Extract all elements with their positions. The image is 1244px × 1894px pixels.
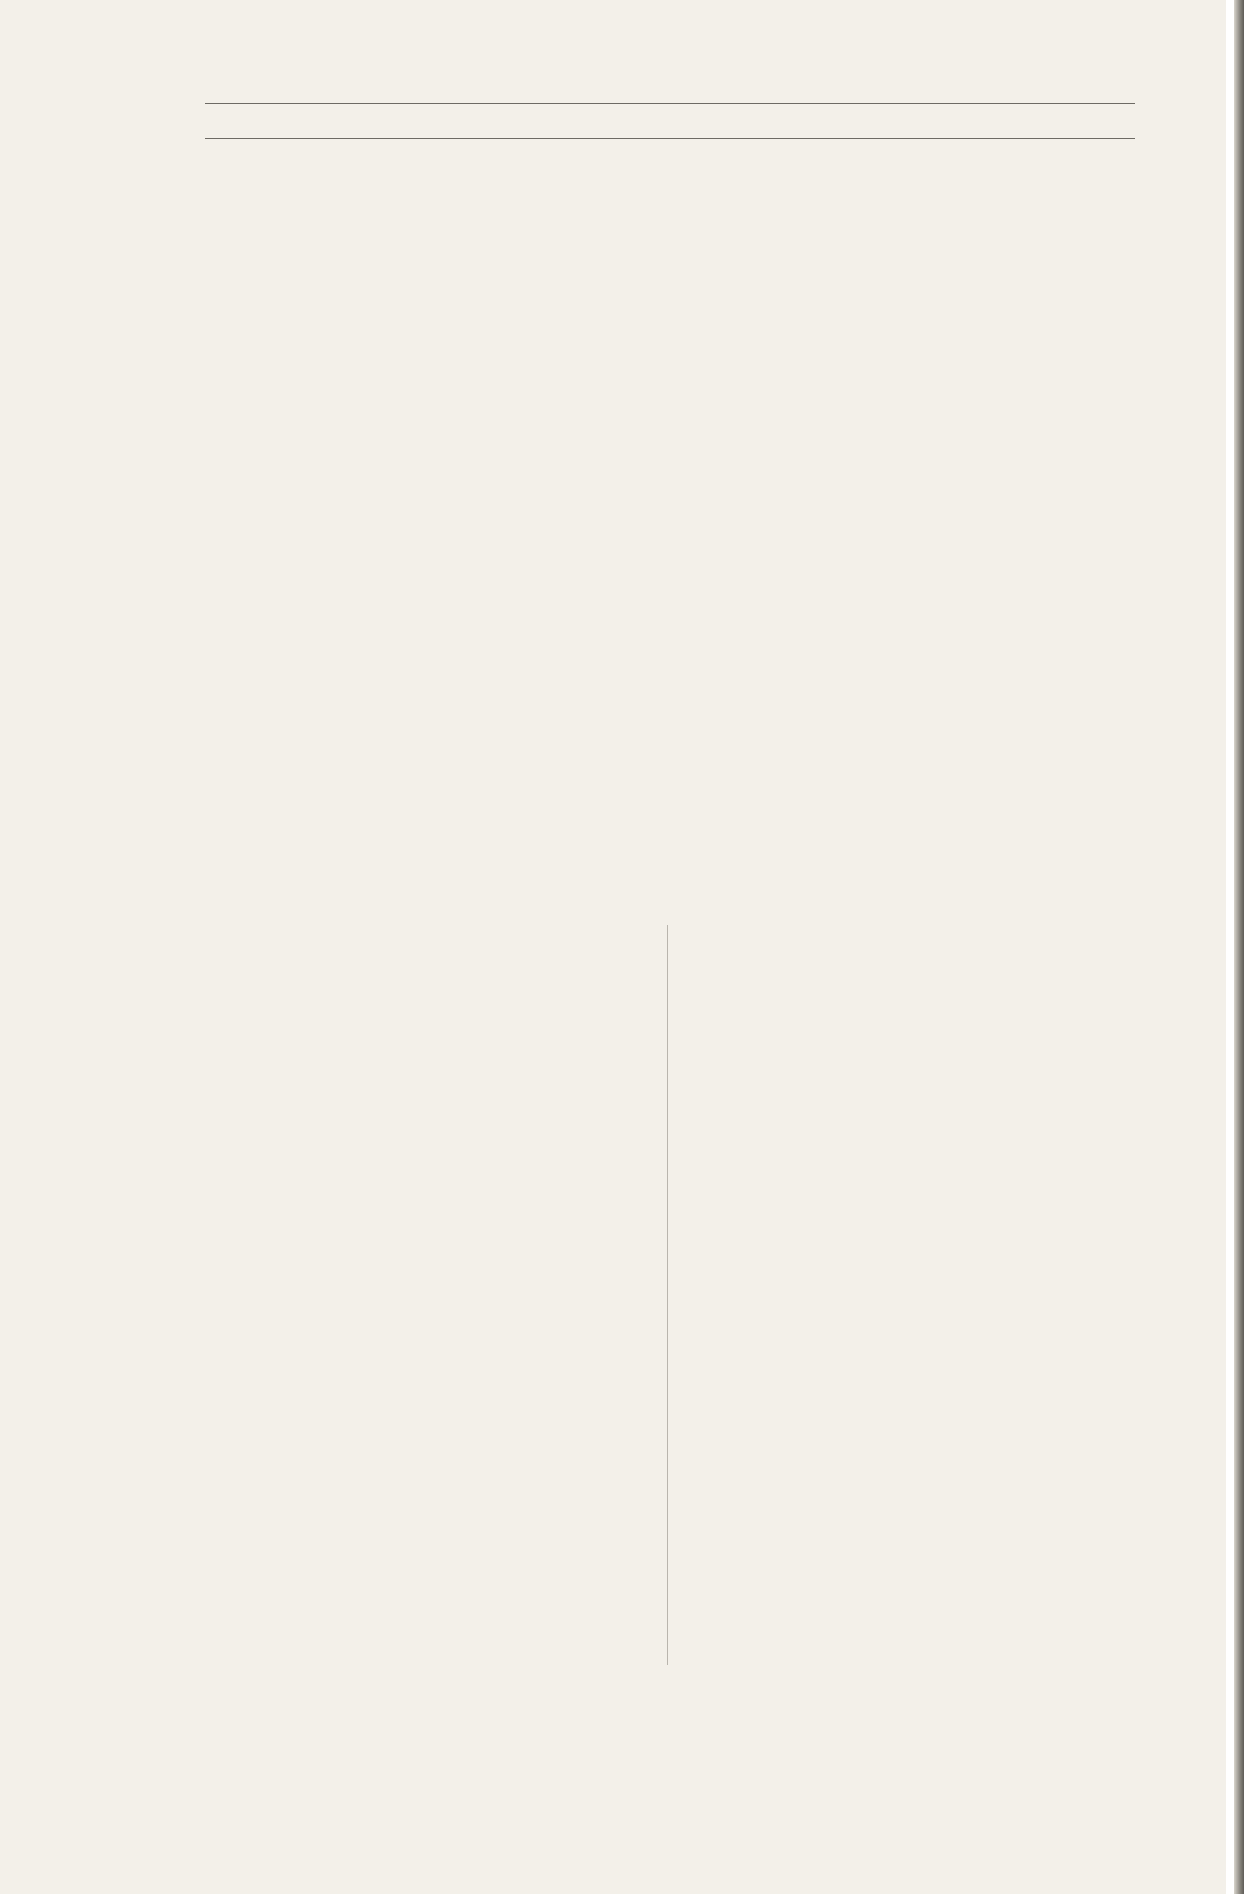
page-edge-shadow <box>1234 0 1244 1894</box>
running-head <box>205 103 1135 139</box>
recipe-left-column <box>209 922 655 960</box>
column-divider <box>667 925 668 1665</box>
page-edge-highlight <box>1226 0 1234 1894</box>
running-head-rule-top <box>205 103 1135 104</box>
running-head-rule-bottom <box>205 138 1135 139</box>
